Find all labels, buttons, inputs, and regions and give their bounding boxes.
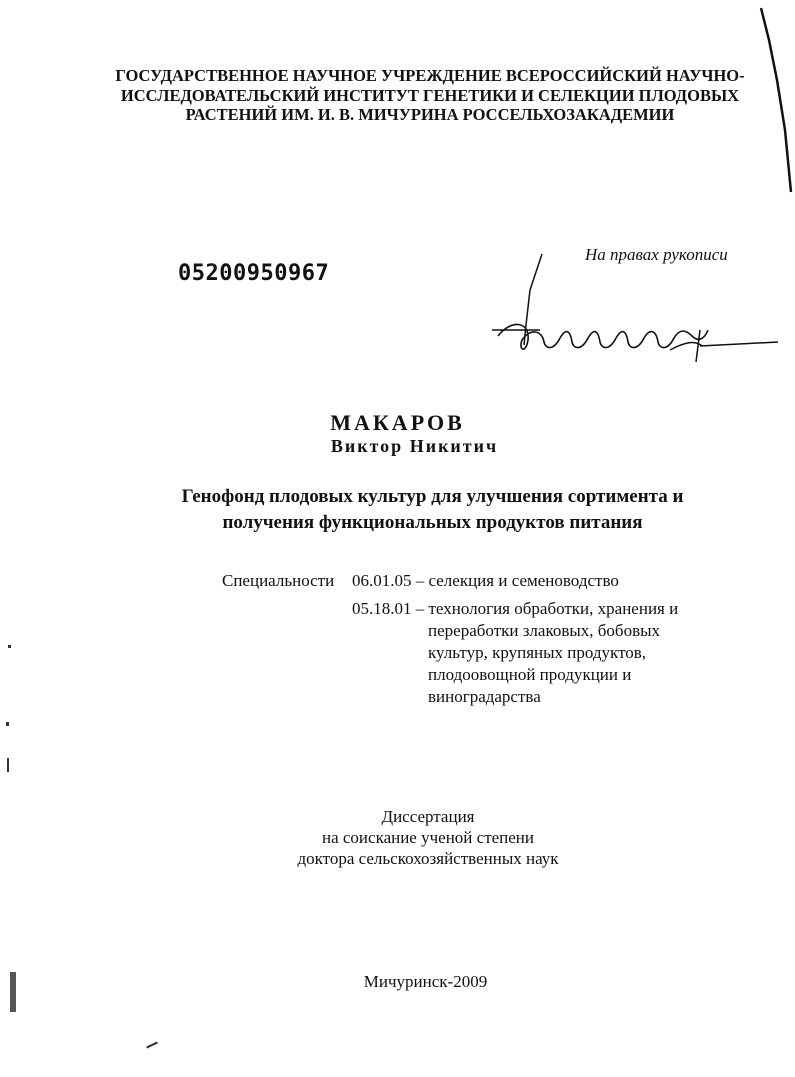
scan-speck <box>146 1042 158 1049</box>
specialty-code: 05.18.01 <box>352 599 412 618</box>
scan-speck <box>7 758 9 772</box>
specialty-description: – технология обработки, хранения и <box>415 599 679 618</box>
dissertation-degree <box>0 806 795 869</box>
institution-line: ГОСУДАРСТВЕННОЕ НАУЧНОЕ УЧРЕЖДЕНИЕ ВСЕРОССИЙСКИЙ НАУЧНО- <box>115 66 745 85</box>
scan-speck <box>10 972 16 1012</box>
city-year: Мичуринск-2009 <box>363 972 488 991</box>
specialty-2-description <box>428 620 660 708</box>
institution-line: РАСТЕНИЙ ИМ. И. В. МИЧУРИНА РОССЕЛЬХОЗАКАДЕМИИ <box>185 105 675 124</box>
specialty-description-line: культур, крупяных продуктов, <box>428 643 647 662</box>
title-line: получения функциональных продуктов питания <box>222 512 643 533</box>
specialty-description: – селекция и семеноводство <box>415 571 619 590</box>
specialty-description-line: виноградарства <box>428 687 541 706</box>
author-surname: МАКАРОВ <box>330 410 465 435</box>
institution-line: ИССЛЕДОВАТЕЛЬСКИЙ ИНСТИТУТ ГЕНЕТИКИ И СЕЛЕКЦИИ ПЛОДОВЫХ <box>120 85 740 105</box>
specialty-description-line: плодоовощной продукции и <box>428 665 632 684</box>
specialty-1 <box>352 570 619 592</box>
registration-code: 05200950967 <box>178 261 330 286</box>
scan-speck <box>6 722 9 726</box>
specialties-label: Специальности <box>222 571 335 590</box>
scan-edge-line <box>755 0 795 200</box>
specialty-2 <box>352 598 678 620</box>
specialty-code: 06.01.05 <box>352 571 412 590</box>
specialty-description-line: переработки злаковых, бобовых <box>428 621 661 640</box>
signature <box>470 250 790 380</box>
scan-speck <box>8 645 11 648</box>
degree-line: доктора сельскохозяйственных наук <box>297 849 559 868</box>
institution-header <box>60 66 795 125</box>
degree-line: на соискание ученой степени <box>321 828 535 847</box>
author-given-name: Виктор Никитич <box>330 436 499 456</box>
dissertation-title <box>0 484 795 536</box>
manuscript-note: На правах рукописи <box>585 245 728 264</box>
degree-line: Диссертация <box>381 807 475 826</box>
title-line: Генофонд плодовых культур для улучшения сортимента и <box>181 486 684 507</box>
